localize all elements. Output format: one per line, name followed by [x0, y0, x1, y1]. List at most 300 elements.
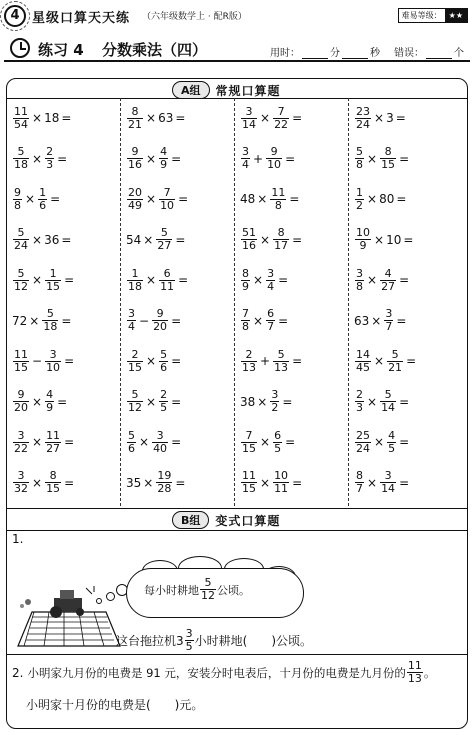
- equals-sign: =: [175, 475, 186, 490]
- operator: ×: [146, 111, 157, 125]
- whole-number: 63: [158, 111, 174, 125]
- fraction-numerator: 7: [163, 185, 171, 199]
- answer-space[interactable]: [76, 354, 100, 368]
- fraction-denominator: 10: [160, 198, 175, 212]
- equals-sign: =: [50, 192, 61, 206]
- mixed-number-whole: 3: [176, 633, 184, 648]
- operator: ×: [32, 435, 43, 449]
- fraction-denominator: 2: [356, 198, 363, 212]
- fraction-numerator: 11: [242, 469, 256, 482]
- fraction-numerator: 3: [271, 388, 279, 401]
- fraction-denominator: 12: [128, 401, 142, 414]
- answer-space[interactable]: [418, 354, 442, 368]
- answer-space[interactable]: [290, 314, 314, 328]
- operator: ×: [374, 232, 385, 247]
- answer-space[interactable]: [304, 111, 328, 125]
- fraction: [13, 187, 22, 212]
- exercise-col1-row5: [12, 264, 100, 296]
- exercise-col1-row2: [12, 143, 93, 175]
- cloud-suffix: 公顷。: [217, 583, 250, 597]
- fraction-denominator: 5: [388, 441, 396, 455]
- fraction-numerator: 1: [131, 266, 139, 280]
- operator: ×: [146, 151, 157, 166]
- fraction: [241, 430, 257, 455]
- fraction: [380, 389, 396, 414]
- fraction: [45, 389, 54, 414]
- exercise-col4-row10: [354, 467, 435, 499]
- operator: ×: [32, 111, 43, 125]
- fraction-numerator: 2: [245, 347, 253, 361]
- fraction-numerator: 8: [277, 226, 285, 239]
- fraction: [13, 227, 29, 252]
- fraction-numerator: 5: [128, 428, 135, 442]
- equals-sign: =: [57, 151, 68, 166]
- answer-space[interactable]: [183, 314, 207, 328]
- group-b-heading: [172, 510, 280, 530]
- fraction: [241, 308, 250, 333]
- fraction-denominator: 21: [128, 117, 142, 131]
- equals-sign: =: [292, 354, 303, 368]
- exercise-col3-row2: [240, 143, 321, 175]
- answer-space[interactable]: [183, 395, 207, 409]
- fraction: [127, 308, 136, 333]
- fraction-numerator: 11: [271, 185, 286, 199]
- operator: ×: [32, 273, 43, 287]
- group-a-heading: [172, 80, 281, 100]
- fraction-numerator: 7: [245, 428, 253, 442]
- equals-sign: =: [64, 273, 75, 287]
- exercise-col1-row6: [12, 305, 97, 337]
- exercise-col3-row7: [240, 345, 328, 377]
- equals-sign: =: [171, 354, 182, 368]
- q2-line-end: 。: [423, 666, 436, 680]
- fraction-denominator: 4: [267, 279, 275, 293]
- fraction: [127, 146, 143, 171]
- fraction-numerator: 51: [242, 226, 256, 239]
- exercise-col2-row3: [126, 183, 214, 215]
- fraction-numerator: 9: [156, 307, 164, 320]
- fraction-numerator: 5: [17, 226, 25, 239]
- question-1-number: 1.: [12, 532, 24, 546]
- exercise-col2-row7: [126, 345, 207, 377]
- operator: ×: [367, 151, 378, 166]
- fraction-numerator: 1: [356, 185, 363, 199]
- whole-number: 54: [126, 232, 142, 247]
- fraction-numerator: 2: [46, 145, 54, 158]
- operator: ×: [371, 313, 382, 328]
- fraction-denominator: 24: [356, 117, 370, 131]
- exercise-col2-row10: [126, 467, 211, 499]
- operator: ×: [367, 394, 378, 409]
- fraction: [241, 470, 257, 495]
- operator: ×: [260, 111, 271, 125]
- fraction: [127, 389, 143, 414]
- exercise-col1-row9: [12, 426, 100, 458]
- equals-sign: =: [64, 435, 75, 449]
- equals-sign: =: [292, 232, 303, 247]
- equals-sign: =: [282, 394, 293, 409]
- fraction-denominator: 2: [271, 401, 279, 414]
- fraction: [13, 470, 29, 495]
- fraction-denominator: 24: [14, 239, 28, 252]
- fraction-numerator: 5: [277, 347, 285, 361]
- fraction: [159, 187, 175, 212]
- exercise-col4-row9: [354, 426, 435, 458]
- operator: ×: [374, 354, 385, 368]
- fraction-denominator: 15: [14, 360, 28, 374]
- fraction: [355, 349, 371, 374]
- exercise-col3-row6: [240, 305, 314, 337]
- fraction: [380, 470, 396, 495]
- fraction: [13, 389, 29, 414]
- series-subtitle: （六年级数学上 · 配R版）: [142, 12, 247, 22]
- fraction-denominator: 15: [381, 158, 396, 171]
- q1-suffix: 小时耕地( )公顷。: [194, 634, 313, 648]
- fraction-denominator: 11: [274, 482, 289, 495]
- fraction-denominator: 22: [14, 441, 28, 455]
- fraction: [152, 308, 168, 333]
- fraction-numerator: 3: [156, 428, 164, 442]
- fraction-numerator: 5: [391, 347, 399, 361]
- second-label: 秒: [370, 48, 380, 59]
- fraction-numerator: 3: [245, 104, 253, 118]
- page-header: [4, 5, 470, 29]
- fraction-denominator: 16: [242, 239, 256, 252]
- answer-space[interactable]: [76, 476, 100, 490]
- equals-sign: =: [178, 273, 189, 287]
- fraction: [273, 470, 289, 495]
- lesson-title-bar: [4, 36, 470, 62]
- q2-question: 小明家十月份的电费是( )元。: [26, 698, 204, 712]
- lesson-title: 分数乘法（四）: [102, 41, 208, 59]
- fraction-denominator: 9: [160, 158, 168, 171]
- exercise-col4-row5: [354, 264, 435, 296]
- fraction-denominator: 13: [407, 672, 422, 685]
- equals-sign: =: [292, 111, 303, 125]
- operator: ×: [367, 273, 378, 287]
- lesson-number: 练习 4: [38, 41, 84, 59]
- fraction-numerator: 10: [274, 469, 289, 482]
- equals-sign: =: [396, 192, 407, 206]
- answer-space[interactable]: [411, 152, 435, 166]
- fraction-numerator: 5: [384, 388, 392, 401]
- fraction-denominator: 14: [381, 401, 396, 414]
- operator: ×: [260, 475, 271, 490]
- fraction-denominator: 11: [160, 279, 175, 293]
- answer-space[interactable]: [411, 273, 435, 287]
- operator: ×: [257, 192, 268, 206]
- answer-space[interactable]: [73, 233, 97, 247]
- fraction-numerator: 6: [267, 307, 275, 320]
- operator: ×: [32, 475, 43, 490]
- fraction: [159, 349, 168, 374]
- operator: ×: [146, 354, 157, 368]
- answer-space[interactable]: [69, 152, 93, 166]
- answer-space[interactable]: [183, 152, 207, 166]
- fraction-numerator: 4: [160, 145, 168, 158]
- answer-space[interactable]: [190, 192, 214, 206]
- answer-space[interactable]: [297, 435, 321, 449]
- answer-space[interactable]: [415, 233, 439, 247]
- fraction-denominator: 18: [43, 320, 58, 333]
- fraction: [45, 430, 61, 455]
- fraction-numerator: 2: [131, 347, 139, 361]
- answer-space[interactable]: [297, 152, 321, 166]
- errors-label: 错误：: [394, 48, 424, 59]
- fraction-denominator: 15: [242, 441, 256, 455]
- operator: ×: [367, 192, 378, 206]
- whole-number: 80: [379, 192, 395, 206]
- fraction-numerator: 5: [160, 226, 168, 239]
- answer-space[interactable]: [304, 233, 328, 247]
- fraction-denominator: 8: [242, 320, 249, 333]
- fraction: [152, 430, 168, 455]
- answer-space[interactable]: [187, 476, 211, 490]
- fraction: [45, 146, 54, 171]
- fraction-denominator: 32: [14, 482, 28, 495]
- fraction: [159, 268, 175, 293]
- answer-space[interactable]: [408, 111, 432, 125]
- whole-number: 3: [386, 111, 394, 125]
- exercise-col2-row8: [126, 386, 207, 418]
- fraction-denominator: 27: [157, 239, 172, 252]
- exercise-col4-row1: [354, 102, 432, 134]
- fraction: [380, 146, 396, 171]
- group-b-badge: B组: [172, 511, 209, 529]
- fraction-denominator: 6: [39, 198, 47, 212]
- exercise-col1-row4: [12, 224, 97, 256]
- page-number: 4: [4, 5, 26, 27]
- fraction-numerator: 3: [242, 145, 249, 158]
- fraction: [159, 389, 168, 414]
- fraction: [13, 430, 29, 455]
- fraction: [241, 227, 257, 252]
- answer-space[interactable]: [190, 273, 214, 287]
- operator: ×: [25, 192, 36, 206]
- fraction-denominator: 13: [274, 360, 289, 374]
- fraction-numerator: 8: [384, 145, 392, 158]
- answer-space[interactable]: [411, 435, 435, 449]
- equals-sign: =: [278, 313, 289, 328]
- group-a-badge: A组: [172, 81, 210, 99]
- equals-sign: =: [178, 192, 189, 206]
- fraction-numerator: 6: [274, 428, 282, 442]
- exercise-col4-row8: [354, 386, 435, 418]
- time-label: 用时：: [270, 48, 300, 59]
- answer-space[interactable]: [408, 192, 432, 206]
- answer-space[interactable]: [76, 435, 100, 449]
- answer-space[interactable]: [187, 233, 211, 247]
- fraction: [355, 470, 364, 495]
- answer-space[interactable]: [304, 476, 328, 490]
- exercise-col3-row4: [240, 224, 328, 256]
- group-b-heading-line: [6, 530, 468, 531]
- fraction-numerator: 1: [39, 185, 47, 199]
- answer-space[interactable]: [73, 111, 97, 125]
- fraction-denominator: 5: [160, 401, 168, 414]
- fraction-numerator: 2: [356, 388, 363, 401]
- exercise-col4-row2: [354, 143, 435, 175]
- operator: ×: [374, 111, 385, 125]
- answer-space[interactable]: [183, 435, 207, 449]
- operator: ×: [146, 273, 157, 287]
- fraction-denominator: 9: [46, 401, 54, 414]
- answer-space[interactable]: [301, 192, 325, 206]
- fraction: [355, 430, 371, 455]
- fraction: [355, 106, 371, 131]
- equals-sign: =: [171, 151, 182, 166]
- fraction-numerator: 3: [356, 266, 363, 280]
- fraction: [355, 187, 364, 212]
- exercise-col3-row3: [240, 183, 325, 215]
- whole-number: 36: [44, 232, 60, 247]
- whole-number: 35: [126, 475, 142, 490]
- operator: ×: [139, 435, 150, 449]
- operator: −: [139, 313, 150, 328]
- exercise-col3-row1: [240, 102, 328, 134]
- answer-space[interactable]: [62, 192, 86, 206]
- exercise-col4-row6: [354, 305, 432, 337]
- fraction: [42, 308, 58, 333]
- answer-space[interactable]: [183, 354, 207, 368]
- fraction-denominator: 4: [242, 158, 249, 171]
- equals-sign: =: [396, 313, 407, 328]
- seconds-blank[interactable]: [342, 48, 368, 59]
- fraction: [266, 146, 282, 171]
- fraction-denominator: 20: [14, 401, 28, 414]
- fraction-numerator: 3: [49, 347, 57, 361]
- fraction-denominator: 40: [153, 441, 168, 455]
- exercise-col3-row10: [240, 467, 328, 499]
- minutes-blank[interactable]: [302, 48, 328, 59]
- fraction-numerator: 8: [356, 469, 363, 482]
- fraction-denominator: 28: [157, 482, 172, 495]
- fraction-numerator: 9: [14, 185, 21, 199]
- fraction-numerator: 3: [385, 307, 393, 320]
- equals-sign: =: [399, 475, 410, 490]
- answer-space[interactable]: [187, 111, 211, 125]
- operator: −: [32, 354, 43, 368]
- exercise-col3-row5: [240, 264, 314, 296]
- fraction: [159, 146, 168, 171]
- equals-sign: =: [57, 394, 68, 409]
- fraction-numerator: 11: [46, 428, 61, 442]
- operator: ×: [29, 313, 40, 328]
- fraction-numerator: 3: [185, 627, 193, 640]
- cloud-prefix: 每小时耕地: [144, 583, 199, 597]
- answer-space[interactable]: [304, 354, 328, 368]
- mixed-number-fraction: [185, 628, 194, 653]
- answer-space[interactable]: [411, 476, 435, 490]
- fraction: [387, 349, 403, 374]
- answer-space[interactable]: [408, 314, 432, 328]
- answer-space[interactable]: [294, 395, 318, 409]
- operator: ×: [367, 475, 378, 490]
- difficulty-label: 难易等级：: [401, 11, 442, 20]
- fraction-numerator: 9: [270, 145, 278, 158]
- fraction-denominator: 5: [185, 640, 193, 653]
- fraction-numerator: 8: [242, 266, 249, 280]
- fraction-denominator: 18: [14, 158, 28, 171]
- fraction-denominator: 16: [128, 158, 142, 171]
- fraction: [241, 268, 250, 293]
- fraction: [270, 187, 286, 212]
- fraction-denominator: 12: [14, 279, 28, 293]
- fraction: [13, 106, 29, 131]
- q2-text: 小明家九月份的电费是 91 元，安装分时电表后，十月份的电费是九月份的: [27, 665, 406, 680]
- operator: +: [253, 151, 264, 166]
- answer-space[interactable]: [411, 395, 435, 409]
- fraction-denominator: 14: [381, 482, 396, 495]
- fraction: [355, 268, 364, 293]
- exercise-col4-row3: [354, 183, 432, 215]
- fraction: [13, 349, 29, 374]
- exercise-col2-row2: [126, 143, 207, 175]
- fraction-denominator: 24: [356, 441, 370, 455]
- exercise-col1-row10: [12, 467, 100, 499]
- answer-space[interactable]: [76, 273, 100, 287]
- equals-sign: =: [278, 273, 289, 287]
- equals-sign: =: [399, 435, 410, 449]
- operator: ×: [32, 394, 43, 409]
- time-record: [270, 44, 464, 59]
- equals-sign: =: [406, 354, 417, 368]
- equals-sign: =: [285, 151, 296, 166]
- fraction-denominator: 20: [153, 320, 168, 333]
- equals-sign: =: [395, 111, 406, 125]
- answer-space[interactable]: [69, 395, 93, 409]
- fraction-numerator: 8: [131, 104, 139, 118]
- equals-sign: =: [289, 192, 300, 206]
- whole-number: 10: [386, 232, 402, 247]
- fraction-numerator: 2: [160, 388, 168, 401]
- fraction-denominator: 13: [242, 360, 256, 374]
- exercise-col3-row9: [240, 426, 321, 458]
- operator: ×: [32, 151, 43, 166]
- series-title: 星级口算天天练: [32, 11, 131, 26]
- fraction-denominator: 54: [14, 117, 28, 131]
- equals-sign: =: [61, 313, 72, 328]
- fraction-denominator: 7: [267, 320, 275, 333]
- fraction: [13, 268, 29, 293]
- fraction-numerator: 5: [356, 145, 363, 158]
- fraction-numerator: 9: [17, 388, 25, 401]
- fraction-numerator: 4: [46, 388, 54, 401]
- fraction-denominator: 45: [356, 360, 370, 374]
- equals-sign: =: [171, 313, 182, 328]
- equals-sign: =: [175, 111, 186, 125]
- fraction-denominator: 15: [128, 360, 142, 374]
- answer-space[interactable]: [290, 273, 314, 287]
- fraction: [127, 268, 143, 293]
- fraction: [13, 146, 29, 171]
- fraction: [273, 430, 282, 455]
- errors-blank[interactable]: [426, 48, 452, 59]
- difficulty-box: [398, 8, 468, 23]
- fraction-numerator: 3: [17, 469, 25, 482]
- answer-space[interactable]: [73, 314, 97, 328]
- fraction-denominator: 8: [356, 279, 363, 293]
- exercise-col2-row1: [126, 102, 211, 134]
- fraction-numerator: 5: [160, 347, 168, 361]
- exercise-col2-row6: [126, 305, 207, 337]
- operator: ×: [146, 192, 157, 206]
- question-2-line-1: [12, 660, 436, 685]
- fraction-numerator: 11: [407, 659, 422, 672]
- fraction-denominator: 7: [385, 320, 393, 333]
- exercise-col1-row3: [12, 183, 86, 215]
- fraction-denominator: 9: [242, 279, 249, 293]
